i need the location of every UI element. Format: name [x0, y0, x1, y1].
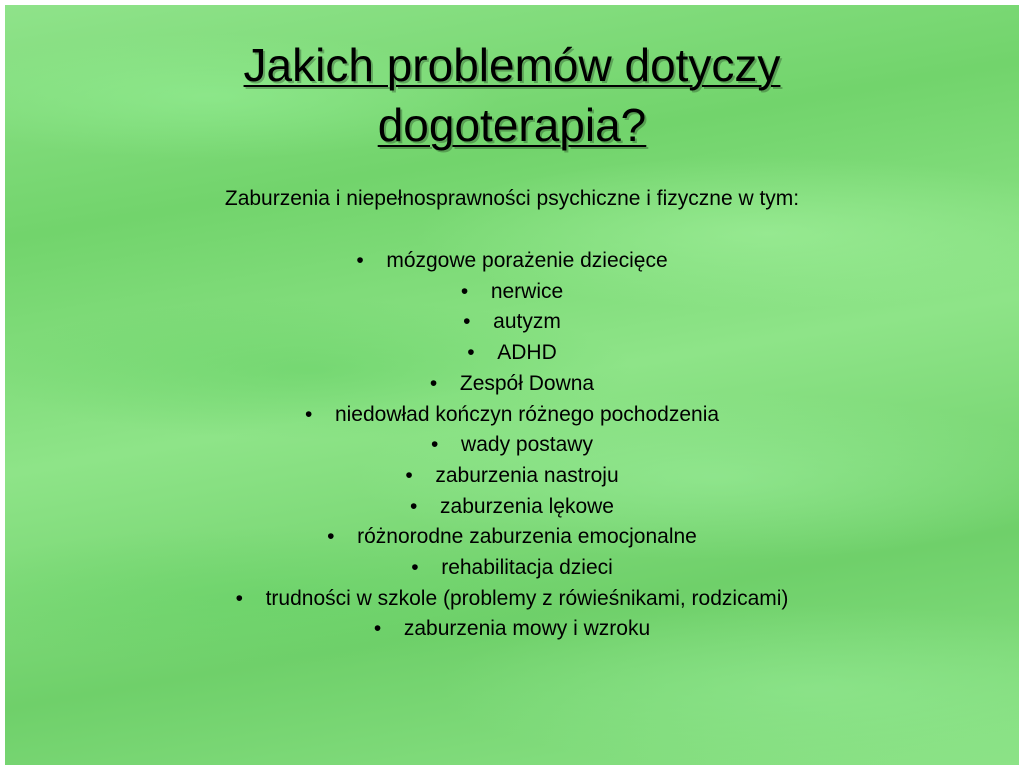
bullet-icon: •: [411, 556, 419, 580]
list-item-text: zaburzenia nastroju: [435, 463, 619, 487]
bullet-icon: •: [429, 371, 438, 395]
list-item-text: rehabilitacja dzieci: [441, 556, 613, 580]
list-item-text: zaburzenia mowy i wzroku: [403, 617, 651, 641]
list-item: [5, 614, 1019, 645]
list-item-text: ADHD: [497, 341, 557, 365]
list-item: [5, 369, 1019, 400]
bullet-icon: •: [463, 310, 471, 334]
list-item-text: autyzm: [493, 310, 561, 334]
list-item: [5, 338, 1019, 369]
list-item-text: mózgowe porażenie dziecięce: [386, 249, 668, 272]
list-item-text: trudności w szkole (problemy z rówieśnikami, rodzicami): [265, 586, 789, 610]
list-item: [5, 246, 1019, 277]
bullet-icon: •: [327, 525, 335, 549]
bullet-icon: •: [410, 494, 418, 518]
list-item: [5, 553, 1019, 584]
list-item-text: wady postawy: [461, 433, 593, 457]
title-line-1: Jakich problemów dotyczy: [243, 39, 781, 91]
bullet-icon: •: [467, 341, 475, 365]
list-item: [5, 400, 1019, 431]
intro-text: Zaburzenia i niepełnosprawności psychiczne i fizyczne w tym:: [224, 187, 800, 210]
bullet-icon: •: [235, 586, 243, 610]
bullet-list: [5, 246, 1019, 645]
list-item: [5, 277, 1019, 308]
bullet-icon: •: [460, 279, 469, 303]
title-line-2: dogoterapia?: [377, 99, 647, 151]
list-item: [5, 461, 1019, 492]
bullet-icon: •: [373, 617, 382, 641]
list-item-text: różnorodne zaburzenia emocjonalne: [357, 525, 697, 549]
list-item-text: zaburzenia lękowe: [440, 494, 614, 518]
list-item: [5, 522, 1019, 553]
bullet-icon: •: [431, 433, 439, 457]
list-item: [5, 492, 1019, 523]
bullet-icon: •: [304, 402, 313, 426]
list-item-text: nerwice: [490, 279, 564, 303]
list-item: [5, 430, 1019, 461]
slide: [5, 5, 1019, 765]
list-item-text: Zespół Downa: [459, 371, 595, 395]
slide-title: [5, 35, 1019, 155]
list-item-text: niedowład kończyn różnego pochodzenia: [334, 402, 720, 426]
bullet-icon: •: [356, 249, 364, 272]
bullet-icon: •: [405, 463, 413, 487]
list-item: [5, 584, 1019, 615]
list-item: [5, 307, 1019, 338]
